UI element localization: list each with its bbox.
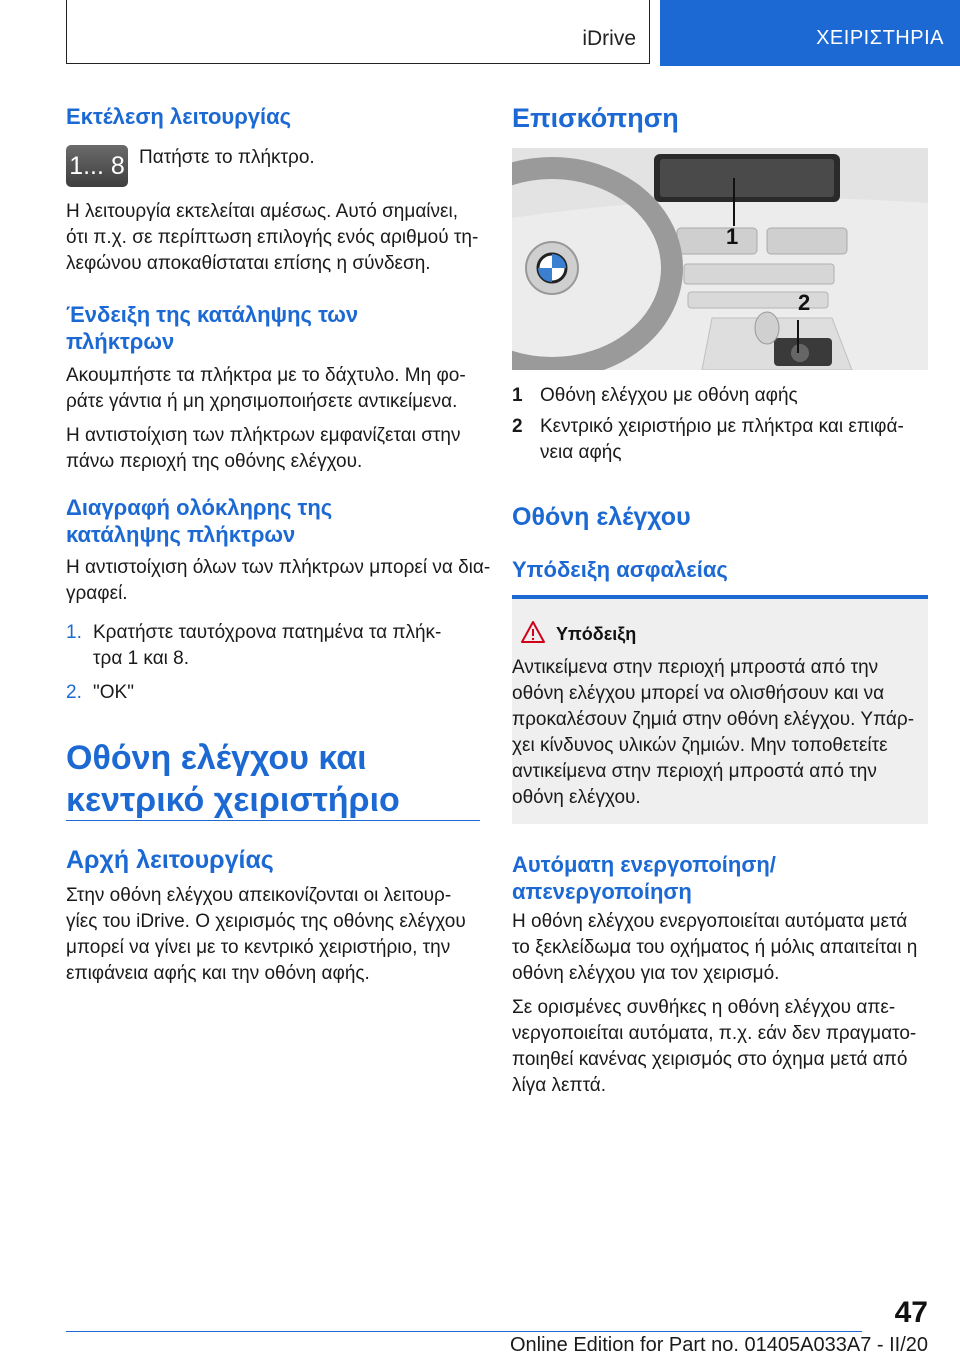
callout-2: 2 [798, 290, 811, 315]
principle-title: Αρχή λειτουργίας [66, 846, 274, 874]
heading-divider [66, 820, 480, 821]
auto-body-2: Σε ορισμένες συνθήκες η οθόνη ελέγχου απε‐ νεργοποιείται αυτόματα, π.χ. εάν δεν πραγματο‐ ποιηθεί κανένας χειρισμός στο όχημα μετά από λίγα λεπτά. [512, 997, 917, 1096]
indication-body-1: Ακουμπήστε τα πλήκτρα με το δάχτυλο. Μη φο‐ ράτε γάντια ή μη χρησιμοποιήσετε αντικείμενα. [66, 365, 466, 412]
page-number: 47 [894, 1296, 928, 1329]
warning-text: Αντικείμενα στην περιοχή μπροστά από την οθόνη ελέγχου μπορεί να ολισθήσουν και να προκαλέσουν ζημιά στην οθόνη ελέγχου. Υπάρ‐ χει κίνδυνος υλικών ζημιών. Μην τοποθετείτε αντικείμενα στην περιοχή μπροστά από την οθόνη ελέγχου. [512, 657, 915, 808]
warning-triangle-icon [520, 620, 546, 644]
cockpit-illustration [512, 148, 928, 370]
indication-title: Ένδειξη της κατάληψης των πλήκτρων [66, 302, 359, 354]
exec-title: Εκτέλεση λειτουργίας [66, 104, 292, 129]
warning-title: Υπόδειξη [556, 624, 637, 644]
principle-body: Στην οθόνη ελέγχου απεικονίζονται οι λειτουρ‐ γίες του iDrive. Ο χειρισμός της οθόνης ελέγχου μπορεί να γίνει με το κεντρικό χειριστήριο, την επιφάνεια αφής και την οθόνη αφής. [66, 885, 466, 984]
chapter-heading: Οθόνη ελέγχου και κεντρικό χειριστήριο [66, 739, 400, 819]
preset-key-icon: 1... 8 [66, 145, 128, 187]
section-title: iDrive [582, 27, 636, 50]
auto-title: Αυτόματη ενεργοποίηση/ απενεργοποίηση [512, 852, 776, 904]
callout-1: 1 [726, 224, 739, 249]
footer-divider [66, 1331, 862, 1332]
legend-text: Οθόνη ελέγχου με οθόνη αφής [540, 385, 798, 406]
display-title: Οθόνη ελέγχου [512, 503, 691, 531]
cockpit-photo [512, 148, 928, 370]
exec-instruction: Πατήστε το πλήκτρο. [139, 147, 315, 168]
auto-body-1: Η οθόνη ελέγχου ενεργοποιείται αυτόματα μετά το ξεκλείδωμα του οχήματος ή μόλις απαιτείται η οθόνη ελέγχου για τον χειρισμό. [512, 911, 918, 984]
legend-text: Κεντρικό χειριστήριο με πλήκτρα και επιφά‐ νεια αφής [540, 416, 904, 463]
overview-title: Επισκόπηση [512, 103, 679, 133]
delete-title: Διαγραφή ολόκληρης της κατάληψης πλήκτρων [66, 495, 333, 547]
legend-number: 2 [512, 416, 523, 437]
step-text: Κρατήστε ταυτόχρονα πατημένα τα πλήκ‐ τρα 1 και 8. [93, 622, 442, 669]
indication-body-2: Η αντιστοίχιση των πλήκτρων εμφανίζεται στην πάνω περιοχή της οθόνης ελέγχου. [66, 425, 461, 472]
legend-number: 1 [512, 385, 523, 406]
step-text: "OK" [93, 682, 134, 703]
step-number: 1. [66, 622, 82, 643]
delete-body: Η αντιστοίχιση όλων των πλήκτρων μπορεί να δια‐ γραφεί. [66, 557, 491, 604]
safety-title: Υπόδειξη ασφαλείας [512, 557, 728, 582]
chapter-title: ΧΕΙΡΙΣΤΗΡΙΑ [816, 27, 944, 49]
step-number: 2. [66, 682, 82, 703]
exec-body: Η λειτουργία εκτελείται αμέσως. Αυτό σημαίνει, ότι π.χ. σε περίπτωση επιλογής ενός αριθμού τη‐ λεφώνου αποκαθίσταται επίσης η σύνδεση. [66, 201, 479, 274]
edition-link[interactable]: Online Edition for Part no. 01405A033A7 - II/20 [509, 1334, 928, 1356]
